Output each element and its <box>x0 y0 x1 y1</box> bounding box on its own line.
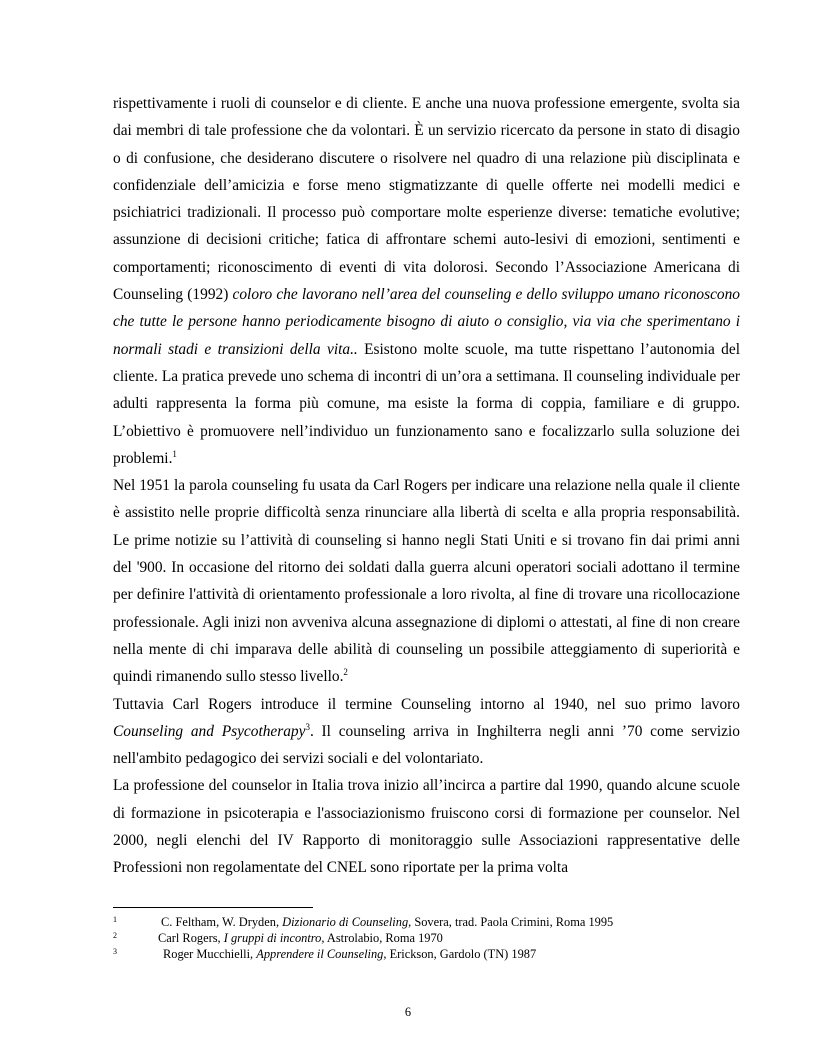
footnote-publisher: , Sovera, trad. Paola Crimini, Roma 1995 <box>408 915 614 929</box>
footnote-text <box>158 930 443 946</box>
paragraph-3 <box>113 691 740 773</box>
footnote <box>113 946 740 962</box>
paragraph-2-text: Nel 1951 la parola counseling fu usata da Carl Rogers per indicare una relazione nella quale il cliente è assistito nelle proprie difficoltà senza rinunciare alla libertà di scelta e alla propria responsabilità. Le prime notizie su l’attività di counseling si hanno negli Stati Uniti e si trovano fin dai primi anni del '900. In occasione del ritorno dei soldati dalla guerra alcuni operatori sociali adottano il termine per definire l'attività di orientamento professionale a loro rivolta, al fine di trovare una ricollocazione professionale. Agli inizi non avveniva alcuna assegnazione di diplomi o attestati, al fine di non creare nella mente di chi imparava delle abilità di counseling un possibile atteggiamento di superiorità e quindi rimanendo sullo stesso livello. <box>113 477 740 686</box>
paragraph-1-text: rispettivamente i ruoli di counselor e di cliente. E anche una nuova professione emergente, svolta sia dai membri di tale professione che da volontari. È un servizio ricercato da persone in stato di disagio o di confusione, che desiderano discutere o risolvere nel quadro di una relazione più disciplinata e confidenziale dell’amicizia e forse meno stigmatizzante di quelle offerte nei modelli medici e psichiatrici tradizionali. Il processo può comportare molte esperienze diverse: tematiche evolutive; assunzione di decisioni critiche; fatica di affrontare schemi auto-lesivi di emozioni, sentimenti e comportamenti; riconoscimento di eventi di vita dolorosi. Secondo l’Associazione Americana di Counseling (1992) <box>113 95 740 304</box>
footnote-number: 1 <box>113 915 117 924</box>
paragraph-4 <box>113 772 740 881</box>
footnote-title: Apprendere il Counseling <box>256 947 384 961</box>
footnote-text <box>163 946 536 962</box>
footnotes <box>113 914 740 962</box>
footnote-author: Roger Mucchielli, <box>163 947 257 961</box>
paragraph-2 <box>113 472 740 690</box>
paragraph-3-text: Tuttavia Carl Rogers introduce il termine Counseling intorno al 1940, nel suo primo lavoro <box>113 695 740 713</box>
footnote-title: Dizionario di Counseling <box>282 915 409 929</box>
footnote-ref-2: 2 <box>343 667 348 678</box>
book-title: Counseling and Psycotherapy <box>113 722 306 740</box>
footnote-author: Carl Rogers, <box>158 931 224 945</box>
footnote-separator <box>113 907 313 908</box>
footnote-publisher: , Erickson, Gardolo (TN) 1987 <box>383 947 537 961</box>
page-number: 6 <box>404 1005 412 1019</box>
paragraph-1-text-cont: Esistono molte scuole, ma tutte rispettano l’autonomia del cliente. La pratica prevede uno schema di incontri di un’ora a settimana. Il counseling individuale per adulti rappresenta la forma più comune, ma esiste la forma di coppia, familiare e di gruppo. L’obiettivo è promuovere nell’individuo un funzionamento sano e focalizzarlo sulla soluzione dei problemi. <box>113 340 740 467</box>
aca-quote: coloro che lavorano nell’area del counseling e dello sviluppo umano riconoscono che tutte le persone hanno periodicamente bisogno di aiuto o consiglio, via via che sperimentano i normali stadi e transizioni della vita.. <box>113 286 741 358</box>
paragraph-4-text: La professione del counselor in Italia trova inizio all’incirca a partire dal 1990, quando alcune scuole di formazione in psicoterapia e l'associazionismo fruiscono corsi di formazione per counselor. Nel 2000, negli elenchi del IV Rapporto di monitoraggio sulle Associazioni rappresentative delle Professioni non regolamentate del CNEL sono riportate per la prima volta <box>113 777 740 877</box>
footnote-number: 2 <box>113 931 117 940</box>
footnote-ref-1: 1 <box>172 448 177 459</box>
footnote-title: I gruppi di incontro <box>223 931 322 945</box>
paragraph-1 <box>113 90 740 472</box>
footnote-author: C. Feltham, W. Dryden, <box>161 915 283 929</box>
footnote-number: 3 <box>113 947 117 956</box>
footnote-text <box>161 914 613 930</box>
paragraph-3-text-cont: . Il counseling arriva in Inghilterra negli anni ’70 come servizio nell'ambito pedagogico dei servizi sociali e del volontariato. <box>113 722 740 768</box>
footnote-publisher: , Astrolabio, Roma 1970 <box>321 931 443 945</box>
footnote <box>113 914 740 930</box>
footnote-ref-3: 3 <box>305 721 310 732</box>
footnote <box>113 930 740 946</box>
body-text <box>113 90 740 882</box>
